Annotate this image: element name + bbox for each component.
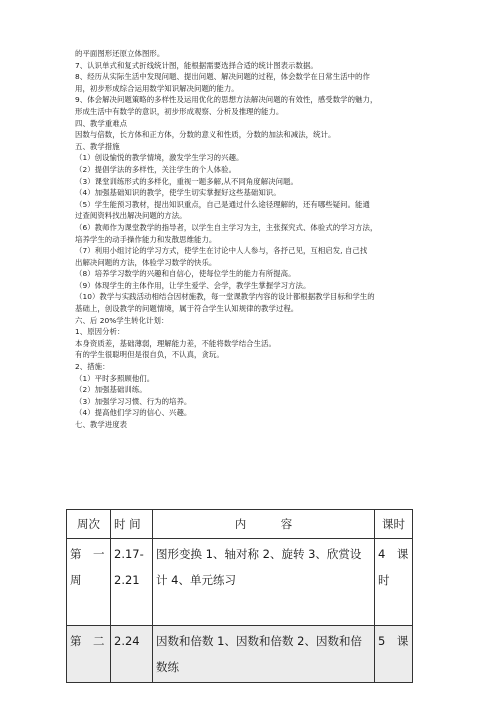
- text-line: （4）加强基础知识的教学，使学生切实掌握好这些基础知识。: [75, 188, 281, 198]
- table-row: [67, 539, 413, 626]
- text-line: 7、认识单式和复式折线统计图，能根据需要选择合适的统计图表示数据。: [75, 60, 318, 70]
- text-line: 8、经历从实际生活中发现问题、提出问题、解决问题的过程，体会数学在日常生活中的作: [75, 72, 370, 82]
- section-heading: 七、教学进度表: [75, 420, 128, 429]
- text-line: （10）教学与实践活动相结合因材施教，每一堂课教学内容的设计都根据教学目标和学生的: [75, 292, 375, 302]
- text-line: 培养学生的动手操作能力和发散思维能力。: [75, 234, 217, 244]
- text-line: （1）创设愉悦的教学情境，激发学生学习的兴趣。: [75, 153, 244, 163]
- cell-content-text: 图形变换 1、轴对称 2、旋转 3、欣赏设计 4、单元练习: [156, 547, 362, 587]
- cell-content-text: 因数和倍数 1、因数和倍数 2、因数和倍数练: [156, 634, 362, 674]
- text-line: 用，初步形成综合运用数学知识解决问题的能力。: [75, 83, 239, 93]
- cell-week-text: 第 一 周: [70, 547, 116, 587]
- section-heading: 六、后 20%学生转化计划：: [75, 315, 169, 325]
- cell-content: [153, 539, 375, 626]
- text-line: 因数与倍数，长方体和正方体，分数的意义和性质，分数的加法和减法，统计。: [75, 130, 336, 140]
- text-line: （6）教师作为课堂教学的指导者，以学生自主学习为主，主张探究式、体验式的学习方法，: [75, 222, 378, 232]
- text-line: 2、措施：: [75, 362, 110, 372]
- text-line: 的平面图形还原立体图形。: [75, 49, 165, 58]
- table-row: [67, 626, 413, 683]
- text-line: （2）提倡学法的多样性，关注学生的个人体验。: [75, 164, 237, 174]
- cell-content: [153, 626, 375, 683]
- text-line: （9）体现学生的主体作用，让学生爱学、会学，教学生掌握学习方法。: [75, 280, 311, 290]
- text-line: （7）利用小组讨论的学习方式，使学生在讨论中人人参与，各抒己见，互相启发, 自己找: [75, 246, 368, 256]
- section-heading: 四、教学重难点: [75, 118, 128, 128]
- header-content: 内 容: [153, 510, 375, 539]
- text-line: 1、原因分析：: [75, 327, 125, 337]
- table-header-row: [67, 510, 413, 539]
- header-time: 时 间: [111, 510, 153, 539]
- cell-time: [111, 539, 153, 626]
- cell-hours-text: 4 课时: [378, 547, 409, 587]
- text-line: （5）学生能预习教材，提出知识重点，自己是通过什么途径理解的，还有哪些疑问。能通: [75, 199, 370, 209]
- cell-hours-text: 5 课: [378, 634, 409, 648]
- body-text: [75, 48, 430, 431]
- section-heading: 五、教学措施: [75, 141, 120, 151]
- text-line: 形成生活中有数学的意识，初步形成观察、分析及推理的能力。: [75, 106, 284, 116]
- text-line: 本身资质差，基础薄弱，理解能力差，不能将数学结合生活。: [75, 338, 276, 348]
- text-line: 出解决问题的方法，体验学习数学的快乐。: [75, 257, 217, 267]
- cell-week-text: 第 二: [70, 634, 105, 648]
- cell-time: [111, 626, 153, 683]
- cell-week: [67, 539, 116, 626]
- text-line: （2）加强基础训练。: [75, 385, 147, 395]
- cell-hours: [375, 626, 413, 683]
- schedule-table: [66, 509, 413, 683]
- text-line: （3）课堂训练形式的多样化，重视一题多解,从不同角度解决问题。: [75, 176, 298, 186]
- header-week: 周次: [67, 510, 111, 539]
- text-line: 基础上，创设教学的问题情境，属于符合学生认知规律的教学过程。: [75, 304, 299, 314]
- cell-time-text: 2.17-2.21: [114, 547, 144, 587]
- text-line: （3）加强学习习惯、行为的培养。: [75, 396, 192, 406]
- text-line: （4）提高他们学习的信心、兴趣。: [75, 408, 192, 418]
- cell-hours: [375, 539, 413, 626]
- header-hours: 课时: [375, 510, 413, 539]
- text-line: 9、体会解决问题策略的多样性及运用优化的思想方法解决问题的有效性，感受数学的魅力，: [75, 95, 378, 105]
- text-line: （1）平时多照顾他们。: [75, 373, 155, 383]
- cell-week: [67, 626, 111, 683]
- cell-time-text: 2.24: [114, 634, 140, 648]
- text-line: （8）培养学习数学的兴趣和自信心，使每位学生的能力有所提高。: [75, 269, 296, 279]
- text-line: 有的学生很聪明但是很自负，不认真，贪玩。: [75, 350, 224, 360]
- text-line: 过查阅资料找出解决问题的方法。: [75, 211, 187, 221]
